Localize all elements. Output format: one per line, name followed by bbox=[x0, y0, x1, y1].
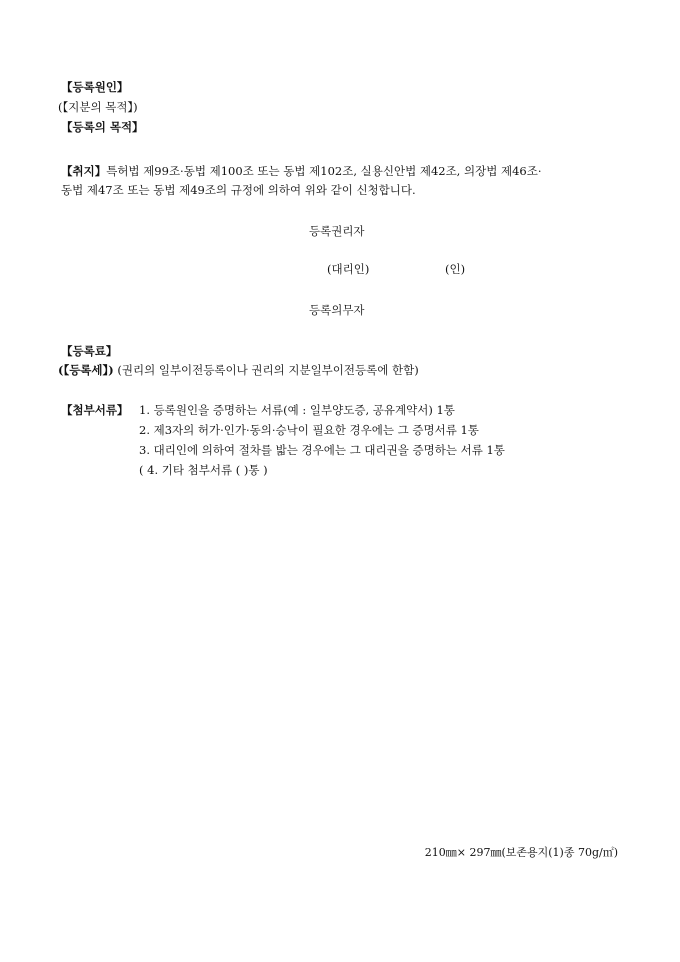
registration-cause-heading: 【등록원인】 bbox=[61, 80, 129, 94]
attachment-item: 2. 제3자의 허가·인가·동의·승낙이 필요한 경우에는 그 증명서류 1통 bbox=[139, 423, 479, 437]
purpose-text-line1: 특허법 제99조·동법 제100조 또는 동법 제102조, 실용신안법 제42조, 의장법 제46조· bbox=[106, 164, 542, 178]
purpose-statement-line2: 동법 제47조 또는 동법 제49조의 규정에 의하여 위와 같이 신청합니다. bbox=[61, 183, 416, 197]
registration-tax-note: (권리의 일부이전등록이나 권리의 지분일부이전등록에 한함) bbox=[117, 363, 419, 377]
registration-purpose-heading: 【등록의 목적】 bbox=[61, 120, 144, 134]
registration-fee-heading: 【등록료】 bbox=[61, 344, 118, 358]
right-holder-label: 등록권리자 bbox=[309, 224, 365, 238]
registration-tax-label: (【등록세】) bbox=[58, 363, 114, 377]
paper-spec-footer: 210㎜× 297㎜(보존용지(1)종 70g/㎡) bbox=[424, 846, 618, 859]
purpose-label: 【취지】 bbox=[61, 164, 107, 178]
share-purpose-heading: (【지분의 목적】) bbox=[58, 100, 138, 114]
attachment-item: 1. 등록원인을 증명하는 서류(예 : 일부양도증, 공유계약서) 1통 bbox=[139, 403, 455, 417]
purpose-statement-line1 bbox=[61, 163, 541, 179]
attachment-item: 3. 대리인에 의하여 절차를 밟는 경우에는 그 대리권을 증명하는 서류 1통 bbox=[139, 443, 505, 457]
agent-label: (대리인) bbox=[327, 262, 370, 276]
attachments-heading: 【첨부서류】 bbox=[61, 403, 129, 417]
obligor-label: 등록의무자 bbox=[309, 303, 365, 317]
seal-label: (인) bbox=[445, 262, 466, 276]
registration-tax-line bbox=[58, 362, 419, 378]
attachment-item: ( 4. 기타 첨부서류 ( )통 ) bbox=[139, 463, 268, 477]
